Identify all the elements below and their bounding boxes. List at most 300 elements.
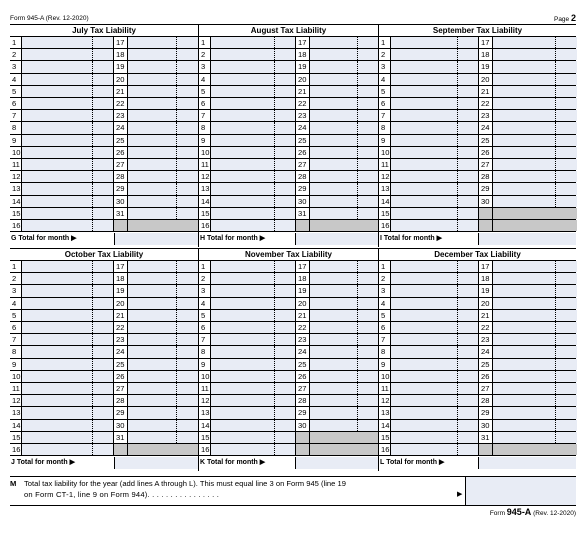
day-amount-field[interactable] <box>22 98 114 109</box>
day-amount-field[interactable] <box>22 159 114 170</box>
day-amount-field[interactable] <box>391 444 479 455</box>
day-amount-field[interactable] <box>391 74 479 85</box>
day-amount-field[interactable] <box>22 61 114 72</box>
day-amount-field[interactable] <box>128 37 198 48</box>
day-row <box>379 159 576 171</box>
day-amount-field[interactable] <box>211 49 296 60</box>
cents-divider <box>457 98 458 109</box>
day-amount-field[interactable] <box>391 147 479 158</box>
day-amount-field[interactable] <box>22 395 114 406</box>
total-letter: L <box>380 459 385 466</box>
cents-divider <box>274 420 275 431</box>
day-amount-field[interactable] <box>391 86 479 97</box>
day-amount-field[interactable] <box>22 171 114 182</box>
day-amount-field[interactable] <box>391 420 479 431</box>
day-amount-field[interactable] <box>211 298 296 309</box>
day-row <box>10 49 198 61</box>
day-amount-field[interactable] <box>493 261 577 272</box>
day-row <box>379 395 576 407</box>
day-amount-field[interactable] <box>22 371 114 382</box>
day-amount-field[interactable] <box>128 298 198 309</box>
day-amount-field[interactable] <box>22 110 114 121</box>
day-row <box>10 383 198 395</box>
day-amount-field[interactable] <box>493 346 577 357</box>
day-row <box>199 261 378 273</box>
day-amount-field[interactable] <box>310 359 379 370</box>
day-amount-field[interactable] <box>128 359 198 370</box>
day-amount-field[interactable] <box>211 420 296 431</box>
day-amount-field[interactable] <box>211 74 296 85</box>
day-number: 19 <box>114 61 128 72</box>
day-amount-field[interactable] <box>128 110 198 121</box>
day-amount-field[interactable] <box>310 61 379 72</box>
day-amount-field[interactable] <box>310 196 379 207</box>
day-amount-field[interactable] <box>211 273 296 284</box>
day-amount-field[interactable] <box>128 208 198 219</box>
day-row <box>10 285 198 297</box>
form-revision-label: Form 945-A (Rev. 12-2020) <box>10 15 89 22</box>
month-total-row <box>379 457 576 469</box>
day-amount-field[interactable] <box>391 310 479 321</box>
day-amount-field[interactable] <box>211 261 296 272</box>
day-amount-field[interactable] <box>493 383 577 394</box>
day-number: 30 <box>114 420 128 431</box>
day-amount-field[interactable] <box>310 135 379 146</box>
cents-divider <box>457 261 458 272</box>
day-amount-field[interactable] <box>128 122 198 133</box>
day-amount-field[interactable] <box>211 334 296 345</box>
cents-divider <box>357 359 358 370</box>
day-amount-field[interactable] <box>128 334 198 345</box>
cents-divider <box>357 298 358 309</box>
day-amount-field[interactable] <box>211 86 296 97</box>
day-number: 28 <box>479 171 493 182</box>
day-amount-field[interactable] <box>391 322 479 333</box>
day-amount-field[interactable] <box>391 220 479 231</box>
day-number: 1 <box>10 261 22 272</box>
month-block <box>378 249 576 471</box>
day-amount-field[interactable] <box>310 208 379 219</box>
month-total-field[interactable] <box>295 457 378 469</box>
day-amount-field[interactable] <box>211 122 296 133</box>
day-row <box>199 98 378 110</box>
day-number: 13 <box>381 184 390 194</box>
day-amount-field[interactable] <box>310 273 379 284</box>
cents-divider <box>274 371 275 382</box>
day-amount-field[interactable] <box>211 37 296 48</box>
day-row <box>379 322 576 334</box>
day-amount-field[interactable] <box>211 395 296 406</box>
day-amount-field[interactable] <box>128 273 198 284</box>
day-amount-field[interactable] <box>211 371 296 382</box>
cents-divider <box>176 86 177 97</box>
day-amount-field[interactable] <box>22 322 114 333</box>
day-amount-field[interactable] <box>391 432 479 443</box>
day-amount-field[interactable] <box>391 37 479 48</box>
day-row <box>199 196 378 208</box>
day-amount-field[interactable] <box>310 322 379 333</box>
day-amount-field[interactable] <box>128 98 198 109</box>
day-amount-field[interactable] <box>211 61 296 72</box>
day-amount-field[interactable] <box>128 310 198 321</box>
day-amount-field[interactable] <box>391 273 479 284</box>
day-number: 17 <box>479 261 493 272</box>
day-row <box>379 334 576 346</box>
total-letter: H <box>200 235 206 242</box>
day-amount-field[interactable] <box>128 261 198 272</box>
day-amount-field[interactable] <box>493 74 577 85</box>
day-amount-field[interactable] <box>310 261 379 272</box>
day-amount-field[interactable] <box>310 74 379 85</box>
day-number: 12 <box>12 396 21 406</box>
cents-divider <box>555 334 556 345</box>
cents-divider <box>457 110 458 121</box>
day-amount-field[interactable] <box>391 383 479 394</box>
day-number: 6 <box>10 322 22 333</box>
day-amount-field[interactable] <box>391 208 479 219</box>
cents-divider <box>555 395 556 406</box>
day-amount-field[interactable] <box>391 334 479 345</box>
day-amount-field[interactable] <box>493 135 577 146</box>
day-row <box>199 49 378 61</box>
day-row <box>379 61 576 73</box>
cents-divider <box>92 395 93 406</box>
day-amount-field[interactable] <box>211 285 296 296</box>
day-amount-field[interactable] <box>391 298 479 309</box>
day-amount-field[interactable] <box>22 220 114 231</box>
day-amount-field[interactable] <box>493 171 577 182</box>
day-amount-field[interactable] <box>310 334 379 345</box>
day-number: 9 <box>379 135 391 146</box>
day-amount-field[interactable] <box>22 298 114 309</box>
day-amount-field[interactable] <box>493 122 577 133</box>
day-amount-field[interactable] <box>128 285 198 296</box>
day-amount-field[interactable] <box>310 383 379 394</box>
day-number: 18 <box>479 49 493 60</box>
day-amount-field[interactable] <box>310 371 379 382</box>
day-amount-field[interactable] <box>22 346 114 357</box>
day-amount-field[interactable] <box>211 359 296 370</box>
day-row <box>10 310 198 322</box>
day-row <box>199 61 378 73</box>
cents-divider <box>357 196 358 207</box>
day-number: 4 <box>10 74 22 85</box>
day-amount-field[interactable] <box>211 147 296 158</box>
day-number: 5 <box>199 86 211 97</box>
cents-divider <box>555 420 556 431</box>
day-amount-field[interactable] <box>22 86 114 97</box>
day-row <box>199 444 378 456</box>
day-amount-field[interactable] <box>391 261 479 272</box>
day-amount-field[interactable] <box>493 196 577 207</box>
day-row <box>199 407 378 419</box>
day-amount-field[interactable] <box>22 334 114 345</box>
day-amount-field[interactable] <box>310 407 379 418</box>
day-amount-field[interactable] <box>128 395 198 406</box>
cents-divider <box>457 395 458 406</box>
day-amount-field[interactable] <box>22 420 114 431</box>
day-amount-field[interactable] <box>391 183 479 194</box>
day-amount-field[interactable] <box>493 310 577 321</box>
day-amount-field[interactable] <box>22 196 114 207</box>
day-amount-field[interactable] <box>211 98 296 109</box>
day-number: 10 <box>381 147 390 157</box>
day-amount-field[interactable] <box>493 334 577 345</box>
cents-divider <box>176 285 177 296</box>
day-amount-field[interactable] <box>128 183 198 194</box>
day-amount-field[interactable] <box>211 135 296 146</box>
day-number: 21 <box>296 86 310 97</box>
day-amount-field[interactable] <box>493 183 577 194</box>
day-amount-field[interactable] <box>211 407 296 418</box>
day-number: 25 <box>296 359 310 370</box>
day-amount-field[interactable] <box>391 110 479 121</box>
day-amount-field[interactable] <box>391 346 479 357</box>
day-number: 5 <box>379 310 391 321</box>
day-amount-field[interactable] <box>128 147 198 158</box>
day-amount-field[interactable] <box>391 395 479 406</box>
day-amount-field[interactable] <box>128 322 198 333</box>
cents-divider <box>457 135 458 146</box>
cents-divider <box>555 359 556 370</box>
total-label: Total for month ▶ <box>207 235 266 242</box>
day-amount-field[interactable] <box>22 432 114 443</box>
page-number: Page 2 <box>553 13 576 23</box>
day-amount-field[interactable] <box>310 183 379 194</box>
month-total-field[interactable] <box>114 457 198 469</box>
day-number: 9 <box>199 359 211 370</box>
day-amount-field[interactable] <box>211 171 296 182</box>
day-number: 23 <box>114 334 128 345</box>
day-amount-field[interactable] <box>22 310 114 321</box>
day-amount-field[interactable] <box>128 383 198 394</box>
day-row <box>10 261 198 273</box>
day-amount-field[interactable] <box>310 98 379 109</box>
day-amount-field[interactable] <box>211 444 296 455</box>
cents-divider <box>92 183 93 194</box>
day-number: 16 <box>201 221 210 230</box>
day-number <box>479 444 493 455</box>
day-amount-field[interactable] <box>22 37 114 48</box>
line-m-amount-field[interactable] <box>465 477 576 505</box>
day-rows <box>10 261 198 457</box>
day-amount-field[interactable] <box>128 159 198 170</box>
day-amount-field[interactable] <box>310 122 379 133</box>
day-amount-field[interactable] <box>211 346 296 357</box>
day-amount-field[interactable] <box>128 135 198 146</box>
day-amount-field[interactable] <box>128 346 198 357</box>
day-amount-field[interactable] <box>310 420 379 431</box>
day-amount-field[interactable] <box>493 407 577 418</box>
cents-divider <box>274 159 275 170</box>
day-amount-field[interactable] <box>493 298 577 309</box>
day-amount-field[interactable] <box>310 49 379 60</box>
day-number: 18 <box>296 273 310 284</box>
day-amount-field[interactable] <box>22 383 114 394</box>
day-amount-field[interactable] <box>391 98 479 109</box>
day-amount-field[interactable] <box>391 359 479 370</box>
day-amount-field[interactable] <box>128 74 198 85</box>
day-amount-field[interactable] <box>128 171 198 182</box>
day-number: 1 <box>379 261 391 272</box>
day-amount-field[interactable] <box>310 86 379 97</box>
day-number <box>114 444 128 455</box>
day-number: 22 <box>479 98 493 109</box>
day-amount-field[interactable] <box>128 49 198 60</box>
day-amount-field <box>128 220 198 231</box>
day-row <box>10 135 198 147</box>
cents-divider <box>555 273 556 284</box>
form-footer: Form 945-A (Rev. 12-2020) <box>489 507 576 517</box>
month-block <box>10 249 198 471</box>
month-total-field[interactable] <box>478 457 576 469</box>
day-number: 7 <box>379 334 391 345</box>
cents-divider <box>357 122 358 133</box>
day-amount-field[interactable] <box>211 383 296 394</box>
day-amount-field[interactable] <box>493 98 577 109</box>
day-number: 22 <box>114 98 128 109</box>
day-amount-field[interactable] <box>310 110 379 121</box>
day-amount-field[interactable] <box>22 49 114 60</box>
cents-divider <box>457 171 458 182</box>
day-amount-field[interactable] <box>211 220 296 231</box>
day-amount-field[interactable] <box>211 310 296 321</box>
day-amount-field[interactable] <box>211 196 296 207</box>
cents-divider <box>357 310 358 321</box>
total-label: Total for month ▶ <box>207 459 266 466</box>
day-amount-field[interactable] <box>310 346 379 357</box>
day-amount-field[interactable] <box>211 110 296 121</box>
cents-divider <box>176 183 177 194</box>
day-number: 17 <box>296 37 310 48</box>
day-row <box>199 110 378 122</box>
day-amount-field[interactable] <box>310 298 379 309</box>
day-amount-field[interactable] <box>22 285 114 296</box>
cents-divider <box>555 171 556 182</box>
day-amount-field[interactable] <box>128 407 198 418</box>
cents-divider <box>357 371 358 382</box>
day-amount-field[interactable] <box>493 285 577 296</box>
day-number: 10 <box>12 371 21 381</box>
day-amount-field[interactable] <box>310 395 379 406</box>
day-number: 23 <box>114 110 128 121</box>
cents-divider <box>357 383 358 394</box>
day-amount-field[interactable] <box>493 61 577 72</box>
day-amount-field[interactable] <box>391 171 479 182</box>
day-amount-field[interactable] <box>493 371 577 382</box>
day-amount-field[interactable] <box>310 147 379 158</box>
day-row <box>199 171 378 183</box>
day-amount-field[interactable] <box>211 208 296 219</box>
day-amount-field[interactable] <box>128 196 198 207</box>
cents-divider <box>274 346 275 357</box>
cents-divider <box>92 110 93 121</box>
day-amount-field[interactable] <box>22 135 114 146</box>
day-amount-field[interactable] <box>493 159 577 170</box>
cents-divider <box>457 49 458 60</box>
day-amount-field[interactable] <box>128 420 198 431</box>
day-amount-field[interactable] <box>493 86 577 97</box>
day-amount-field[interactable] <box>22 147 114 158</box>
day-row <box>379 359 576 371</box>
day-amount-field[interactable] <box>22 261 114 272</box>
day-amount-field[interactable] <box>310 310 379 321</box>
day-amount-field[interactable] <box>391 122 479 133</box>
cents-divider <box>92 298 93 309</box>
day-amount-field[interactable] <box>22 74 114 85</box>
cents-divider <box>176 208 177 219</box>
day-amount-field[interactable] <box>128 86 198 97</box>
day-amount-field[interactable] <box>22 183 114 194</box>
cents-divider <box>555 322 556 333</box>
month-total-field[interactable] <box>478 233 576 245</box>
day-amount-field[interactable] <box>391 196 479 207</box>
day-amount-field[interactable] <box>493 322 577 333</box>
day-amount-field[interactable] <box>211 159 296 170</box>
cents-divider <box>176 420 177 431</box>
day-amount-field[interactable] <box>391 285 479 296</box>
day-amount-field[interactable] <box>391 371 479 382</box>
day-amount-field[interactable] <box>391 159 479 170</box>
day-number: 19 <box>114 285 128 296</box>
day-amount-field[interactable] <box>391 61 479 72</box>
day-number: 8 <box>199 346 211 357</box>
day-amount-field[interactable] <box>310 171 379 182</box>
cents-divider <box>357 208 358 219</box>
cents-divider <box>555 261 556 272</box>
day-amount-field[interactable] <box>310 285 379 296</box>
day-amount-field[interactable] <box>22 208 114 219</box>
day-amount-field[interactable] <box>22 444 114 455</box>
day-amount-field[interactable] <box>128 61 198 72</box>
month-total-field[interactable] <box>114 233 198 245</box>
day-amount-field[interactable] <box>310 159 379 170</box>
day-amount-field[interactable] <box>493 273 577 284</box>
day-amount-field[interactable] <box>493 37 577 48</box>
day-amount-field[interactable] <box>128 371 198 382</box>
cents-divider <box>92 310 93 321</box>
day-amount-field[interactable] <box>211 432 296 443</box>
day-number <box>479 208 493 219</box>
arrow-icon: ▶ <box>457 491 463 498</box>
day-amount-field[interactable] <box>493 420 577 431</box>
day-number: 23 <box>296 334 310 345</box>
day-amount-field[interactable] <box>211 183 296 194</box>
day-number: 9 <box>10 359 22 370</box>
day-amount-field[interactable] <box>22 122 114 133</box>
day-amount-field[interactable] <box>391 407 479 418</box>
day-number: 6 <box>199 322 211 333</box>
day-amount-field[interactable] <box>128 432 198 443</box>
day-amount-field[interactable] <box>391 49 479 60</box>
day-amount-field[interactable] <box>493 432 577 443</box>
month-total-field[interactable] <box>295 233 378 245</box>
day-amount-field[interactable] <box>493 395 577 406</box>
day-amount-field[interactable] <box>493 110 577 121</box>
day-amount-field[interactable] <box>211 322 296 333</box>
day-amount-field[interactable] <box>22 407 114 418</box>
day-amount-field[interactable] <box>493 147 577 158</box>
day-amount-field[interactable] <box>22 273 114 284</box>
day-amount-field[interactable] <box>310 37 379 48</box>
day-row <box>199 346 378 358</box>
cents-divider <box>176 273 177 284</box>
day-number: 5 <box>10 310 22 321</box>
day-amount-field[interactable] <box>391 135 479 146</box>
day-amount-field[interactable] <box>493 49 577 60</box>
day-amount-field[interactable] <box>493 359 577 370</box>
day-amount-field[interactable] <box>22 359 114 370</box>
